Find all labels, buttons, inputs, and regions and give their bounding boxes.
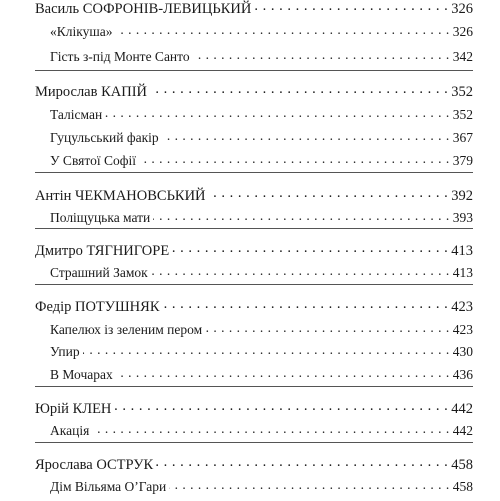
toc-work-entry[interactable] [35,47,473,65]
author-name: Дмитро ТЯГНИГОРЕ [35,242,170,259]
toc-author-entry[interactable] [35,185,473,205]
work-title: Поліщуцька мати [50,209,151,225]
work-title: «Клікуша» [50,23,113,39]
work-title: Гуцульський факір [50,129,159,145]
page-number: 413 [451,242,473,259]
toc-author-entry[interactable] [35,0,473,18]
dot-leader [116,22,450,36]
dot-leader [254,0,448,13]
toc-work-entry[interactable] [35,365,473,383]
work-title: Гість з-під Монте Санто [50,48,190,64]
page-number: 430 [452,343,473,359]
toc-work-entry[interactable] [35,421,473,439]
author-name: Юрій КЛЕН [35,400,112,417]
page-number: 458 [451,456,473,473]
work-title: Талісман [50,106,103,122]
dot-leader [163,296,449,311]
author-name: Федір ПОТУШНЯК [35,298,160,315]
page-number: 379 [452,152,473,168]
work-title: Капелюх із зеленим пером [50,321,203,337]
work-title: В Мочарах [50,366,113,382]
work-title: Дім Вільяма О’Гари [50,478,167,494]
dot-leader [172,240,448,255]
toc-work-entry[interactable] [35,208,473,226]
page-number: 442 [451,400,473,417]
toc-work-entry[interactable] [35,151,473,169]
toc-author-block [35,173,473,229]
work-title: Упир [50,343,80,359]
toc-work-entry[interactable] [35,22,473,40]
work-title: Страшний Замок [50,264,148,280]
toc-work-entry[interactable] [35,105,473,123]
page-number: 326 [452,23,473,39]
toc-author-block [35,0,473,71]
page-number: 326 [451,0,473,17]
toc-work-entry[interactable] [35,128,473,146]
toc-author-block [35,229,473,285]
toc-work-entry[interactable] [35,477,473,495]
dot-leader [209,185,449,200]
dot-leader [116,365,450,379]
author-name: Антін ЧЕКМАНОВСЬКИЙ [35,187,206,204]
dot-leader [205,320,450,334]
dot-leader [105,105,450,119]
toc-author-block [35,285,473,387]
dot-leader [193,47,450,61]
toc-author-entry[interactable] [35,454,473,474]
toc-work-entry[interactable] [35,263,473,281]
toc-author-block [35,443,473,501]
dot-leader [83,342,450,356]
toc-work-entry[interactable] [35,320,473,338]
toc-author-entry[interactable] [35,296,473,316]
toc-author-entry[interactable] [35,81,473,101]
toc-author-entry[interactable] [35,240,473,260]
page-number: 458 [452,478,473,494]
page-number: 352 [451,83,473,100]
page-number: 393 [452,209,473,225]
toc-author-block [35,387,473,443]
toc-work-entry[interactable] [35,342,473,360]
author-name: Мирослав КАПІЙ [35,83,148,100]
toc-author-block [35,71,473,173]
page-number: 413 [452,264,473,280]
page-number: 436 [452,366,473,382]
page-number: 352 [452,106,473,122]
table-of-contents [35,0,473,501]
page-number: 442 [452,422,473,438]
author-name: Василь СОФРОНІВ-ЛЕВИЦЬКИЙ [35,0,252,17]
dot-leader [162,128,450,142]
toc-author-entry[interactable] [35,398,473,418]
page-number: 423 [451,298,473,315]
dot-leader [139,151,450,165]
dot-leader [150,81,448,96]
page-number: 367 [452,129,473,145]
dot-leader [153,208,449,222]
page-number: 342 [452,48,473,64]
page-number: 392 [451,187,473,204]
page-number: 423 [452,321,473,337]
author-name: Ярослава ОСТРУК [35,456,154,473]
dot-leader [92,421,449,435]
dot-leader [151,263,450,277]
dot-leader [114,398,448,413]
work-title: У Святої Софії [50,152,136,168]
dot-leader [156,454,448,469]
dot-leader [169,477,450,491]
work-title: Акація [50,422,90,438]
